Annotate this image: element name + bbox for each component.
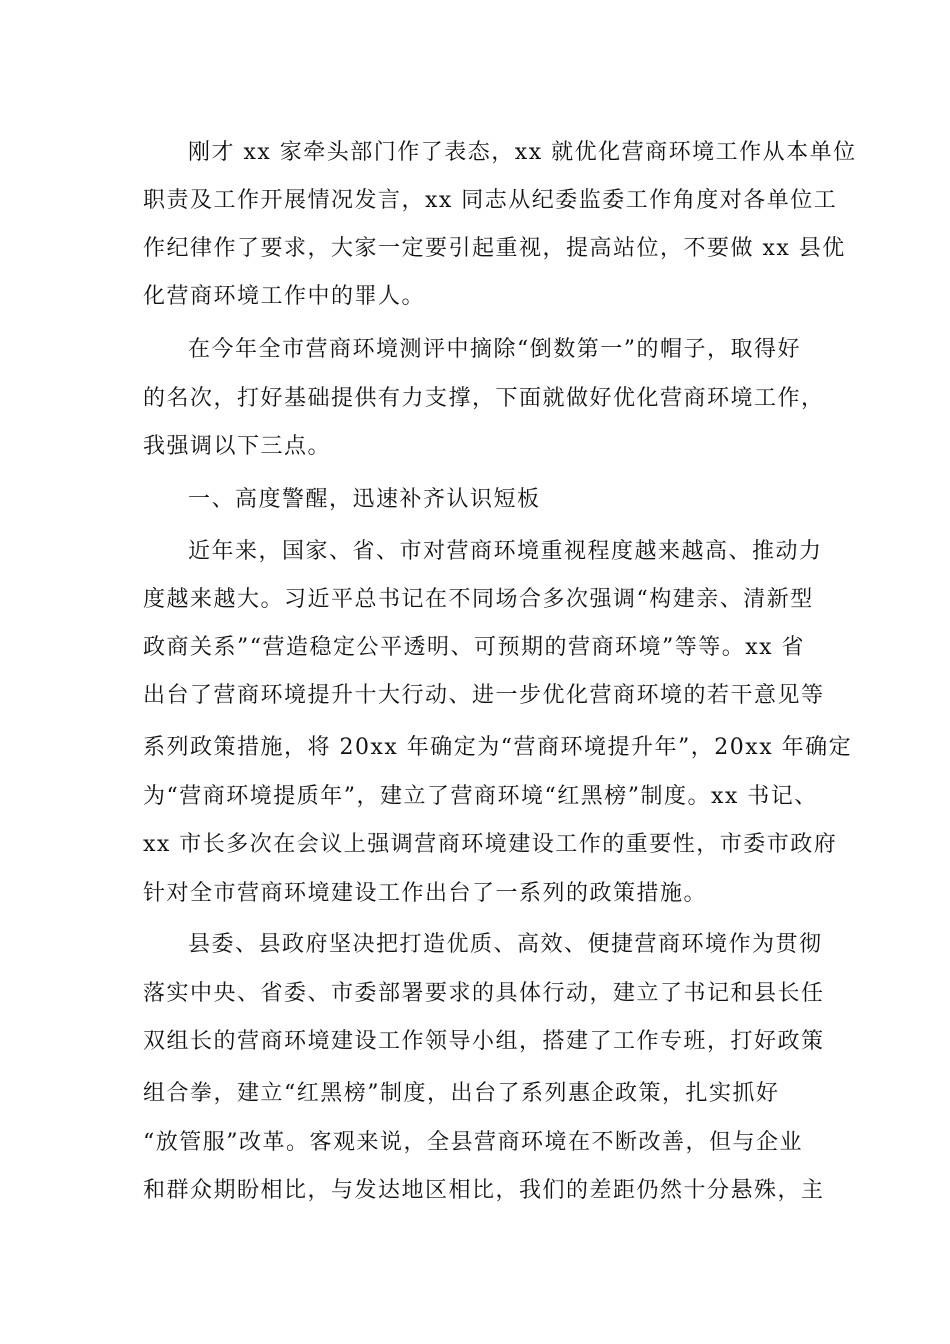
- paragraph-1-line-3: 作纪律作了要求，大家一定要引起重视，提高站位，不要做 xx 县优: [143, 236, 846, 261]
- paragraph-2-line-2: 的名次，打好基础提供有力支撑，下面就做好优化营商环境工作，: [143, 386, 825, 411]
- paragraph-3-line-7: xx 市长多次在会议上强调营商环境建设工作的重要性，市委市政府: [143, 832, 838, 857]
- section-heading-1: 一、高度警醒，迅速补齐认识短板: [188, 487, 541, 512]
- paragraph-4-line-6: 和群众期盼相比，与发达地区相比，我们的差距仍然十分悬殊，主: [143, 1178, 825, 1203]
- paragraph-2-line-1: 在今年全市营商环境测评中摘除“倒数第一”的帽子，取得好: [188, 337, 801, 362]
- paragraph-3-line-1: 近年来，国家、省、市对营商环境重视程度越来越高、推动力: [188, 539, 823, 564]
- paragraph-3-line-4: 出台了营商环境提升十大行动、进一步优化营商环境的若干意见等: [143, 683, 825, 708]
- paragraph-3-line-2: 度越来越大。习近平总书记在不同场合多次强调“构建亲、清新型: [143, 587, 814, 612]
- paragraph-3-line-5: 系列政策措施，将 20xx 年确定为“营商环境提升年”，20xx 年确定: [143, 735, 853, 760]
- paragraph-1-line-2: 职责及工作开展情况发言，xx 同志从纪委监委工作角度对各单位工: [143, 188, 838, 213]
- paragraph-1-line-1: 刚才 xx 家牵头部门作了表态，xx 就优化营商环境工作从本单位: [188, 140, 857, 165]
- paragraph-4-line-2: 落实中央、省委、市委部署要求的具体行动，建立了书记和县长任: [143, 981, 825, 1006]
- paragraph-4-line-5: “放管服”改革。客观来说，全县营商环境在不断改善，但与企业: [143, 1130, 803, 1155]
- paragraph-3-line-8: 针对全市营商环境建设工作出台了一系列的政策措施。: [143, 881, 708, 906]
- paragraph-4-line-4: 组合拳，建立“红黑榜”制度，出台了系列惠企政策，扎实抓好: [143, 1081, 780, 1106]
- paragraph-3-line-6: 为“营商环境提质年”，建立了营商环境“红黑榜”制度。xx 书记、: [143, 784, 818, 809]
- paragraph-3-line-3: 政商关系”“营造稳定公平透明、可预期的营商环境”等等。xx 省: [143, 635, 806, 660]
- paragraph-2-line-3: 我强调以下三点。: [143, 434, 332, 459]
- paragraph-4-line-1: 县委、县政府坚决把打造优质、高效、便捷营商环境作为贯彻: [188, 932, 823, 957]
- paragraph-1-line-4: 化营商环境工作中的罪人。: [143, 284, 426, 309]
- paragraph-4-line-3: 双组长的营商环境建设工作领导小组，搭建了工作专班，打好政策: [143, 1029, 825, 1054]
